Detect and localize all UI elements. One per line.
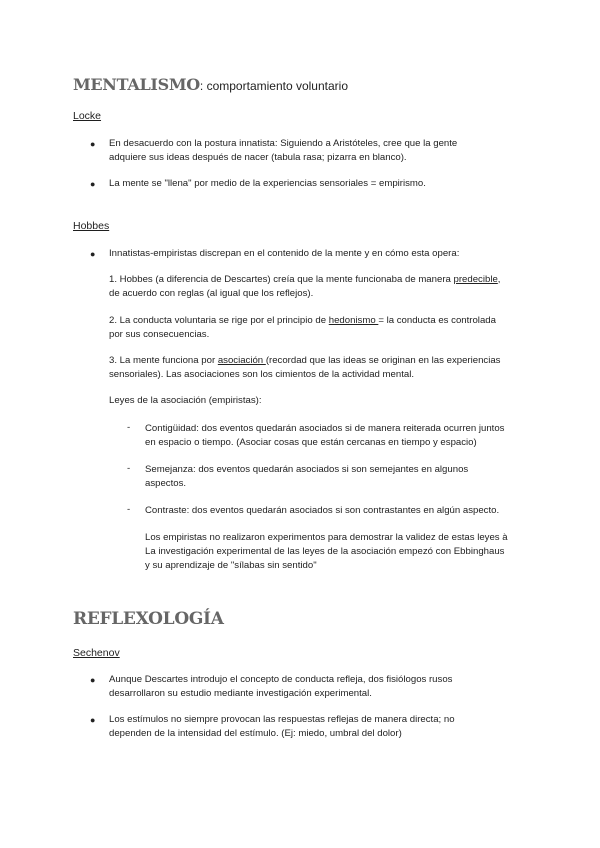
locke-bullet-1-line-1: En desacuerdo con la postura innatista: Siguiendo a Aristóteles, cree que la gente — [109, 138, 458, 149]
note-line-1: Los empiristas no realizaron experimentos para demostrar la validez de estas leyes à — [145, 532, 508, 543]
heading-hobbes: Hobbes — [73, 220, 110, 232]
dash-icon: - — [127, 504, 131, 515]
text-segment: 3. La mente funciona por — [109, 355, 218, 366]
ley-semejanza-line-1: Semejanza: dos eventos quedarán asociados si son semejantes en algunos — [145, 464, 469, 475]
leyes-heading: Leyes de la asociación (empiristas): — [109, 395, 262, 406]
dash-icon: - — [127, 422, 131, 433]
dash-icon: - — [127, 463, 131, 474]
text-segment: = la conducta es controlada — [378, 315, 496, 326]
title-text: MENTALISMO — [73, 75, 200, 94]
ley-contraste-line-1: Contraste: dos eventos quedarán asociados si son contrastantes en algún aspecto. — [145, 505, 500, 516]
sechenov-bullet-2-line-1: Los estímulos no siempre provocan las respuestas reflejas de manera directa; no — [109, 714, 455, 725]
locke-bullet-1-line-2: adquiere sus ideas después de nacer (tabula rasa; pizarra en blanco). — [109, 152, 407, 163]
hobbes-point-2-line-1 — [109, 314, 496, 328]
bullet-icon: ● — [90, 249, 96, 259]
note-line-2: La investigación experimental de las leyes de la asociación empezó con Ebbinghaus — [145, 546, 505, 557]
text-segment: 1. Hobbes (a diferencia de Descartes) creía que la mente funcionaba de manera — [109, 274, 454, 285]
note-line-3: y su aprendizaje de "sílabas sin sentido" — [145, 560, 317, 571]
bullet-icon: ● — [90, 715, 96, 725]
hobbes-bullet-1-line-1: Innatistas-empiristas discrepan en el contenido de la mente y en cómo esta opera: — [109, 248, 460, 259]
underlined-term: asociación — [217, 355, 266, 366]
ley-semejanza-line-2: aspectos. — [145, 478, 187, 489]
hobbes-point-2-line-2: por sus consecuencias. — [109, 329, 210, 340]
underlined-term: hedonismo — [328, 315, 379, 326]
sechenov-bullet-1-line-1: Aunque Descartes introdujo el concepto de conducta refleja, dos fisiólogos rusos — [109, 674, 453, 685]
hobbes-point-1-line-1 — [109, 273, 500, 287]
hobbes-point-3-line-1 — [109, 354, 500, 368]
heading-locke: Locke — [73, 110, 102, 122]
hobbes-point-3-line-2: sensoriales). Las asociaciones son los cimientos de la actividad mental. — [109, 369, 415, 380]
text-segment: (recordad que las ideas se originan en las experiencias — [265, 355, 501, 366]
section-title-reflexologia: REFLEXOLOGÍA — [73, 609, 224, 629]
title-subtitle: : comportamiento voluntario — [199, 79, 348, 93]
ley-contiguidad-line-2: en espacio o tiempo. (Asociar cosas que están cercanas en tiempo y espacio) — [145, 437, 477, 448]
text-segment: 2. La conducta voluntaria se rige por el principio de — [109, 315, 329, 326]
bullet-icon: ● — [90, 675, 96, 685]
ley-contiguidad-line-1: Contigüidad: dos eventos quedarán asociados si de manera reiterada ocurren juntos — [145, 423, 505, 434]
hobbes-point-1-line-2: de acuerdo con reglas (al igual que los reflejos). — [109, 288, 314, 299]
sechenov-bullet-2-line-2: dependen de la intensidad del estímulo. (Ej: miedo, umbral del dolor) — [109, 728, 402, 739]
bullet-icon: ● — [90, 179, 96, 189]
text-segment: , — [497, 274, 501, 285]
bullet-icon: ● — [90, 139, 96, 149]
section-title-mentalismo — [73, 75, 348, 94]
heading-sechenov: Sechenov — [73, 647, 120, 659]
underlined-term: predecible — [453, 274, 498, 285]
sechenov-bullet-1-line-2: desarrollaron su estudio mediante investigación experimental. — [109, 688, 372, 699]
locke-bullet-2-line-1: La mente se "llena" por medio de la experiencias sensoriales = empirismo. — [109, 178, 426, 189]
